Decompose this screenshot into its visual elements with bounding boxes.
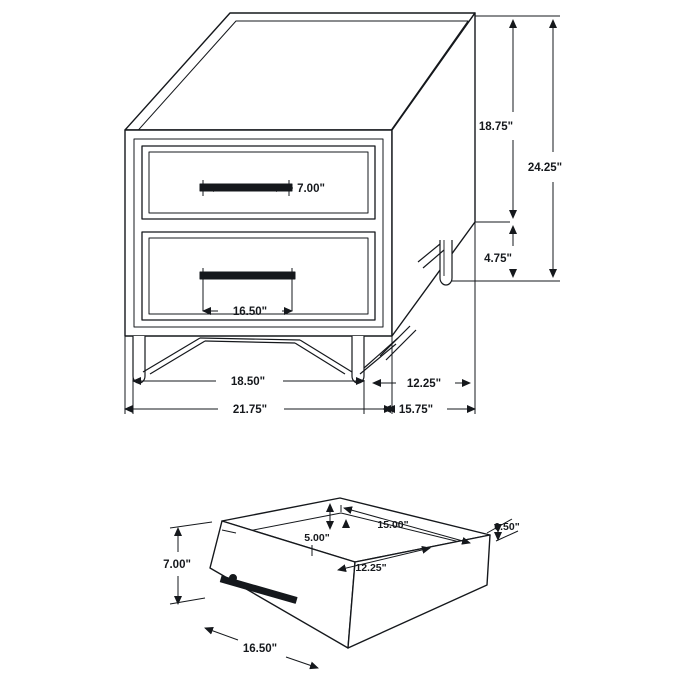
label-side-depth-inner: 12.25" <box>406 378 442 390</box>
label-drawer-overall-height: 7.00" <box>163 559 191 571</box>
label-drawer-overall-width: 16.50" <box>242 643 278 655</box>
label-drawer-interior-width: 12.25" <box>355 562 387 574</box>
drawer-box <box>210 498 490 648</box>
label-upper-case-height: 18.75" <box>478 121 514 133</box>
label-drawer-interior-depth: 15.00" <box>377 519 409 531</box>
drawer-detail-view <box>170 498 518 672</box>
label-overall-width: 21.75" <box>232 404 268 416</box>
label-drawer-panel-thickness: 0.50" <box>494 521 520 533</box>
label-overall-height: 24.25" <box>527 162 563 174</box>
top-drawer-face <box>142 146 375 219</box>
label-leg-height: 4.75" <box>484 253 512 265</box>
label-drawer-interior-height: 5.00" <box>304 532 330 544</box>
nightstand-perspective-view <box>125 13 563 414</box>
label-bottom-drawer-handle-width: 16.50" <box>232 306 268 318</box>
label-overall-depth: 15.75" <box>398 404 434 416</box>
label-front-width-inner: 18.50" <box>230 376 266 388</box>
label-top-drawer-handle-width: 7.00" <box>297 183 325 195</box>
